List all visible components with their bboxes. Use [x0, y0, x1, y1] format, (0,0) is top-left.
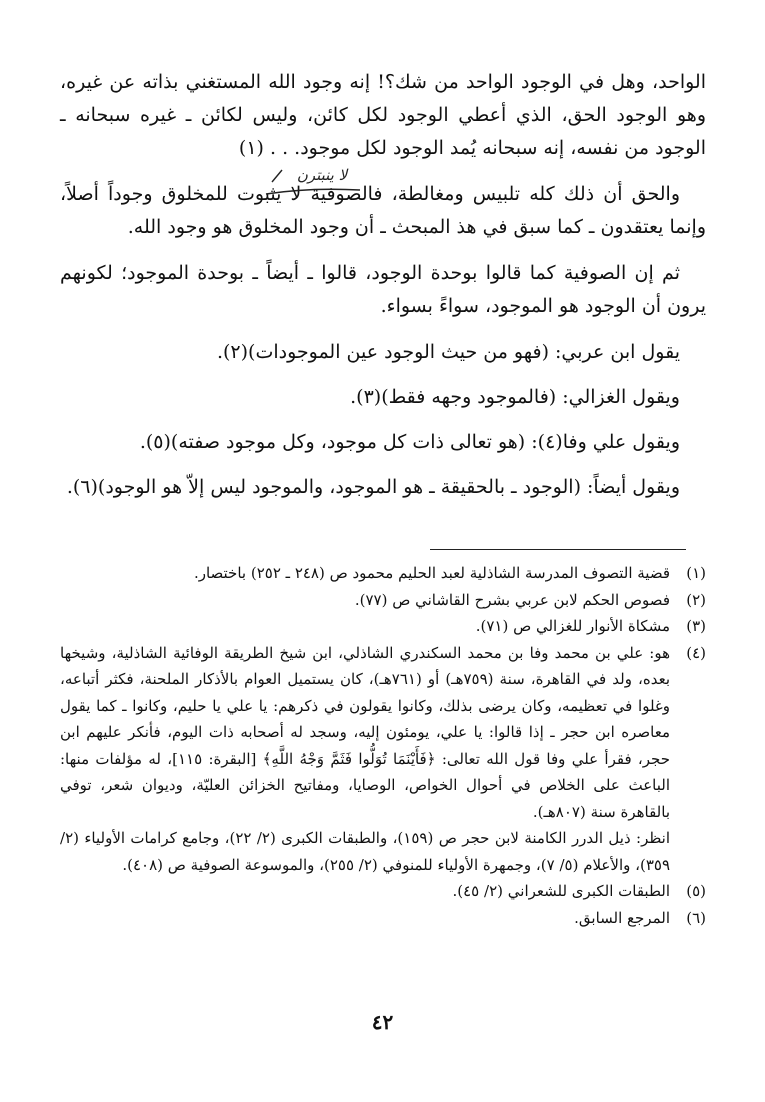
footnote-6 — [60, 905, 706, 932]
quote-ali-wafa: ويقول علي وفا(٤): (هو تعالى ذات كل موجود، وكل موجود صفته)(٥). — [139, 431, 680, 453]
page-number: ٤٢ — [371, 1010, 394, 1034]
handwritten-note-text: لا ينبترن — [296, 166, 348, 184]
paragraph-1: الواحد، وهل في الوجود الواحد من شك؟! إنه وجود الله المستغني بذاته عن غيره، وهو الوجود الحق، الذي أعطي الوجود لكل كائن، وليس لكائن ـ غيره سبحانه ـ الوجود من نفسه، إنه سبحانه يُمد الوجود لكل موجود. . . (١) — [60, 71, 706, 159]
footnote-1 — [60, 560, 706, 587]
paragraph-3: ثم إن الصوفية كما قالوا بوحدة الوجود، قالوا ـ أيضاً ـ بوحدة الموجود؛ لكونهم يرون أن الوجود هو الموجود، سواءً بسواء. — [60, 262, 706, 317]
footnote-text: انظر: ذيل الدرر الكامنة لابن حجر ص (١٥٩)، والطبقات الكبرى (٢/ ٢٢)، وجامع كرامات الأولياء (٢/ ٣٥٩)، والأعلام (٥/ ٧)، وجمهرة الأولياء للمنوفي (٢/ ٢٥٥)، والموسوعة الصوفية ص (٤٠٨). — [60, 829, 670, 874]
footnote-2 — [60, 587, 706, 614]
footnote-text: الطبقات الكبرى للشعراني (٢/ ٤٥). — [452, 882, 670, 900]
footnote-number: (٣) — [686, 617, 706, 635]
footnote-4-sources — [60, 825, 706, 878]
quote-ali-wafa-2: ويقول أيضاً: (الوجود ـ بالحقيقة ـ هو الموجود، والموجود ليس إلاّ هو الوجود)(٦). — [66, 476, 680, 498]
footnote-3 — [60, 613, 706, 640]
quote-ghazali: ويقول الغزالي: (فالموجود وجهه فقط)(٣). — [350, 386, 680, 408]
footnote-text: هو: علي بن محمد وفا بن محمد السكندري الشاذلي، ابن شيخ الطريقة الوفائية الشاذلية، وشيخها بعده، ولد في القاهرة، سنة (٧٥٩هـ) أو (٧٦١هـ)، كان يستميل العوام بالأذكار الملحنة، فكثر أتباعه، وغلوا في تعظيمه، وكان يرضى بذلك، وكانوا يقولون في ذكرهم: يا علي يا حليم، وكانوا ـ كما يقول معاصره ابن حجر ـ إذا قالوا: يا علي، يومئون إليه، وسجد له أصحابه ذات اليوم، فأنكر عليهم ابن حجر، فقرأ علي وفا قول الله تعالى: ﴿فَأَيْنَمَا تُوَلُّوا فَثَمَّ وَجْهُ اللَّهِ﴾ [البقرة: ١١٥]، له مؤلفات منها: الباعث على الخلاص في أحوال الخواص، الوصايا، ومفاتيح الخزائن العليّة، وديوان شعر، توفي بالقاهرة سنة (٨٠٧هـ). — [60, 643, 671, 821]
footnote-4 — [60, 640, 706, 826]
paragraph-2: والحق أن ذلك كله تلبيس ومغالطة، فالصوفية لا يثبوت للمخلوق وجوداً أصلاً، وإنما يعتقدون ـ كما سبق في هذ المبحث ـ أن وجود المخلوق هو وجود الله. — [60, 183, 706, 238]
footnote-5 — [60, 878, 706, 905]
handwritten-annotation — [262, 160, 382, 200]
main-text — [60, 66, 706, 516]
footnote-number: (٥) — [686, 882, 706, 900]
footnote-text: المرجع السابق. — [574, 908, 670, 927]
footnote-text: فصوص الحكم لابن عربي بشرح القاشاني ص (٧٧). — [354, 590, 670, 609]
footnote-number: (٦) — [686, 908, 706, 927]
quote-ibn-arabi: يقول ابن عربي: (فهو من حيث الوجود عين الموجودات)(٢). — [216, 341, 680, 363]
footnote-number: (٢) — [686, 590, 706, 609]
footnotes — [60, 560, 706, 931]
footnote-number: (٤) — [686, 643, 706, 662]
footnote-divider — [430, 549, 686, 550]
footnote-number: (١) — [686, 564, 706, 582]
footnote-text: قضية التصوف المدرسة الشاذلية لعبد الحليم محمود ص (٢٤٨ ـ ٢٥٢) باختصار. — [193, 564, 670, 582]
footnote-text: مشكاة الأنوار للغزالي ص (٧١). — [475, 617, 670, 635]
